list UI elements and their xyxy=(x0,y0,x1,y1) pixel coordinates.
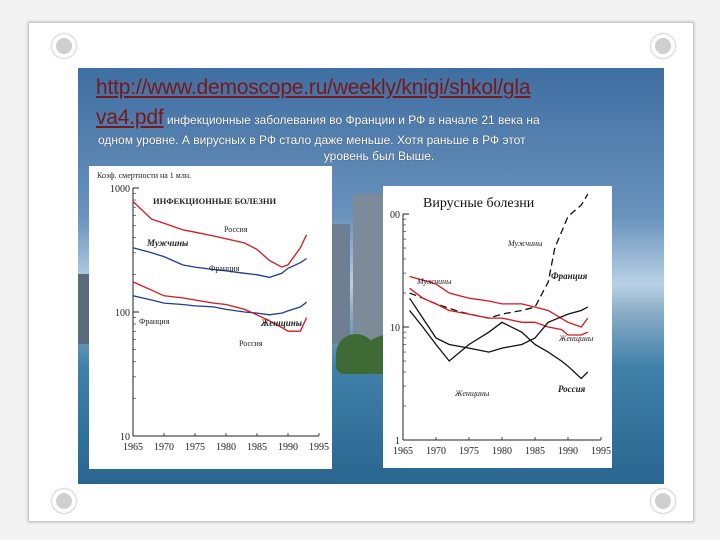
source-link-continued[interactable]: va4.pdf xyxy=(96,106,164,129)
slide-title-line-1 xyxy=(96,76,662,100)
chart-viral-panel xyxy=(383,186,612,468)
y-axis-label: Коэф. смертности на 1 млн. xyxy=(97,171,192,180)
corner-pin-icon xyxy=(651,34,675,58)
y-tick-label: 10 xyxy=(120,432,130,443)
x-tick-label: 1990 xyxy=(558,446,578,457)
slide-note-1: инфекционные заболевания во Франции и РФ в начале 21 века на xyxy=(163,113,540,127)
chart-title: ИНФЕКЦИОННЫЕ БОЛЕЗНИ xyxy=(153,196,277,206)
annotation-label: Россия xyxy=(239,339,263,348)
annotation-label: Франция xyxy=(209,264,240,273)
corner-pin-icon xyxy=(651,489,675,513)
x-tick-label: 1985 xyxy=(247,442,267,453)
corner-pin-icon xyxy=(52,489,76,513)
slide-note-2: одном уровне. А вирусных в РФ стало даже меньше. Хотя раньше в РФ этот xyxy=(98,133,526,147)
x-tick-label: 1980 xyxy=(492,446,512,457)
corner-pin-icon xyxy=(52,34,76,58)
y-tick-label: 1000 xyxy=(110,184,130,195)
annotation-label: Женщины xyxy=(559,334,594,343)
slide-note-3: уровень был Выше. xyxy=(323,149,435,163)
x-tick-label: 1970 xyxy=(154,442,174,453)
x-tick-label: 1965 xyxy=(393,446,413,457)
x-tick-label: 1995 xyxy=(309,442,329,453)
y-tick-label: 1 xyxy=(395,436,400,447)
annotation-label: Россия xyxy=(224,225,248,234)
chart-infectious xyxy=(89,166,332,469)
chart-viral xyxy=(383,186,612,468)
source-link[interactable]: http://www.demoscope.ru/weekly/knigi/shkol/gla xyxy=(96,76,531,99)
x-tick-label: 1965 xyxy=(123,442,143,453)
annotation-label: Мужчины xyxy=(417,277,452,286)
x-tick-label: 1980 xyxy=(216,442,236,453)
series-line xyxy=(133,296,307,315)
x-tick-label: 1975 xyxy=(459,446,479,457)
annotation-label: Женщины xyxy=(261,318,302,328)
annotation-label: Мужчины xyxy=(147,238,189,248)
annotation-label: Россия xyxy=(558,384,586,394)
chart-title: Вирусные болезни xyxy=(423,196,535,211)
chart-infectious-panel xyxy=(89,166,332,469)
annotation-label: Женщины xyxy=(455,389,490,398)
y-tick-label: 10 xyxy=(390,323,400,334)
series-line xyxy=(410,288,588,335)
annotation-label: Франция xyxy=(139,317,170,326)
x-tick-label: 1985 xyxy=(525,446,545,457)
y-tick-label: 00 xyxy=(390,210,400,221)
annotation-label: Франция xyxy=(551,271,588,281)
series-line xyxy=(410,194,588,318)
slide-title-line-2 xyxy=(96,106,662,130)
x-tick-label: 1995 xyxy=(591,446,611,457)
y-tick-label: 100 xyxy=(115,308,130,319)
series-line xyxy=(133,201,307,267)
x-tick-label: 1970 xyxy=(426,446,446,457)
x-tick-label: 1990 xyxy=(278,442,298,453)
annotation-label: Мужчины xyxy=(508,239,543,248)
x-tick-label: 1975 xyxy=(185,442,205,453)
series-line xyxy=(410,311,588,379)
